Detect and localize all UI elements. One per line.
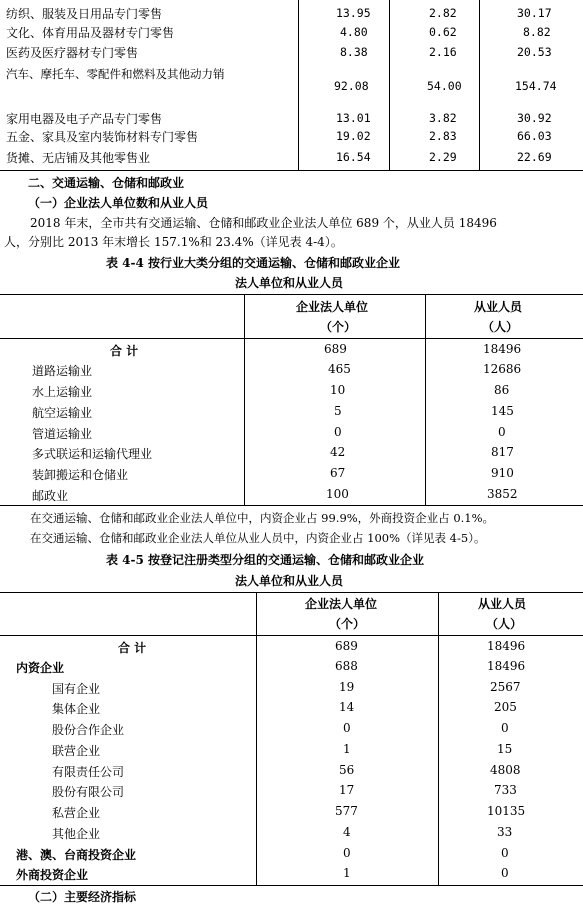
body-divider bbox=[256, 635, 257, 885]
row-units: 5 bbox=[334, 404, 342, 418]
row-units: 0 bbox=[343, 846, 351, 860]
row-units: 56 bbox=[339, 763, 355, 777]
col-header-employees: 从业人员 bbox=[474, 300, 523, 314]
retail-row-v2: 0.62 bbox=[429, 25, 457, 39]
col-header-employees: 从业人员 bbox=[478, 597, 527, 611]
retail-row-name: 家用电器及电子产品专门零售 bbox=[6, 112, 163, 126]
row-name: 股份有限公司 bbox=[52, 785, 125, 799]
paragraph-line: 在交通运输、仓储和邮政业企业法人单位中，内资企业占 99.9%，外商投资企业占 0.1%。 bbox=[30, 511, 495, 525]
retail-row-v3: 30.17 bbox=[517, 6, 552, 20]
row-name: 管道运输业 bbox=[32, 427, 93, 441]
row-name: 合 计 bbox=[110, 344, 139, 358]
row-employees: 86 bbox=[494, 383, 510, 397]
retail-row-v1: 13.01 bbox=[336, 111, 371, 125]
subsection-title: （二）主要经济指标 bbox=[28, 890, 137, 904]
col-header-units: 企业法人单位 bbox=[296, 300, 369, 314]
retail-bottom-rule bbox=[0, 170, 583, 171]
retail-row-name: 纺织、服装及日用品专门零售 bbox=[6, 7, 163, 21]
row-units: 0 bbox=[334, 425, 342, 439]
row-employees: 18496 bbox=[483, 342, 522, 356]
retail-row-v3: 22.69 bbox=[517, 150, 552, 164]
retail-row-v1: 19.02 bbox=[336, 129, 371, 143]
table-top-rule bbox=[0, 294, 583, 295]
retail-row-name: 五金、家具及室内装饰材料专门零售 bbox=[6, 130, 199, 144]
retail-row-v1: 4.80 bbox=[340, 25, 368, 39]
row-name: 航空运输业 bbox=[32, 406, 93, 420]
row-employees: 0 bbox=[501, 721, 509, 735]
retail-row-v1: 16.54 bbox=[336, 150, 371, 164]
row-units: 689 bbox=[335, 639, 358, 653]
body-divider bbox=[244, 338, 245, 505]
row-employees: 3852 bbox=[487, 487, 518, 501]
retail-row-name: 医药及医疗器材专门零售 bbox=[6, 46, 139, 60]
retail-row-v3: 20.53 bbox=[517, 45, 552, 59]
retail-row-v2: 2.83 bbox=[429, 129, 457, 143]
row-employees: 4808 bbox=[490, 763, 521, 777]
row-units: 19 bbox=[339, 680, 355, 694]
table-title: 表 4-4 按行业大类分组的交通运输、仓储和邮政业企业 bbox=[106, 256, 401, 270]
row-name: 装卸搬运和仓储业 bbox=[32, 468, 129, 482]
row-employees: 18496 bbox=[487, 659, 526, 673]
row-name: 合 计 bbox=[118, 641, 147, 655]
table-bottom-rule bbox=[0, 885, 583, 886]
section-title: 二、交通运输、仓储和邮政业 bbox=[28, 176, 185, 190]
table-title-line2: 法人单位和从业人员 bbox=[235, 276, 344, 290]
row-units: 465 bbox=[328, 362, 351, 376]
paragraph-line: 2018 年末，全市共有交通运输、仓储和邮政业企业法人单位 689 个，从业人员 18496 bbox=[30, 216, 497, 230]
header-bottom-rule bbox=[0, 635, 583, 636]
col-header-units: 企业法人单位 bbox=[305, 597, 378, 611]
col-header-employees-unit: （人） bbox=[482, 320, 519, 334]
table-title-line2: 法人单位和从业人员 bbox=[235, 574, 344, 588]
retail-row-name: 汽车、摩托车、零配件和燃料及其他动力销 bbox=[6, 67, 225, 81]
paragraph-line: 人，分别比 2013 年末增长 157.1%和 23.4%（详见表 4-4）。 bbox=[4, 235, 343, 249]
retail-row-v2: 2.82 bbox=[429, 6, 457, 20]
row-name: 联营企业 bbox=[52, 744, 101, 758]
table-bottom-rule bbox=[0, 505, 583, 506]
row-name: 私营企业 bbox=[52, 806, 101, 820]
table-top-rule bbox=[0, 592, 583, 593]
header-divider bbox=[425, 294, 426, 338]
retail-row-v3: 66.03 bbox=[517, 129, 552, 143]
header-divider bbox=[438, 592, 439, 635]
row-name: 港、澳、台商投资企业 bbox=[16, 848, 137, 862]
row-units: 689 bbox=[324, 342, 347, 356]
col-header-units-unit: （个） bbox=[329, 617, 366, 631]
row-name: 邮政业 bbox=[32, 489, 69, 503]
retail-col-divider-1 bbox=[298, 0, 299, 170]
row-name: 多式联运和运输代理业 bbox=[32, 447, 153, 461]
row-employees: 0 bbox=[501, 846, 509, 860]
row-employees: 817 bbox=[491, 445, 514, 459]
row-units: 0 bbox=[343, 721, 351, 735]
row-name: 其他企业 bbox=[52, 827, 101, 841]
row-employees: 12686 bbox=[483, 362, 522, 376]
retail-row-v3: 30.92 bbox=[517, 111, 552, 125]
row-units: 100 bbox=[326, 487, 349, 501]
subsection-title: （一）企业法人单位数和从业人员 bbox=[28, 196, 209, 210]
row-name: 道路运输业 bbox=[32, 364, 93, 378]
row-employees: 145 bbox=[491, 404, 514, 418]
row-name: 水上运输业 bbox=[32, 385, 93, 399]
row-units: 17 bbox=[339, 783, 355, 797]
retail-row-v1: 13.95 bbox=[336, 6, 371, 20]
row-name: 股份合作企业 bbox=[52, 723, 125, 737]
row-name: 内资企业 bbox=[16, 661, 65, 675]
col-header-employees-unit: （人） bbox=[486, 617, 523, 631]
retail-row-v3: 8.82 bbox=[523, 25, 551, 39]
row-name: 有限责任公司 bbox=[52, 765, 125, 779]
retail-row-name: 文化、体育用品及器材专门零售 bbox=[6, 26, 175, 40]
row-employees: 18496 bbox=[487, 639, 526, 653]
retail-row-v2: 2.29 bbox=[429, 150, 457, 164]
row-units: 577 bbox=[335, 804, 358, 818]
row-units: 42 bbox=[330, 445, 346, 459]
row-employees: 2567 bbox=[490, 680, 521, 694]
retail-row-v3: 154.74 bbox=[515, 79, 557, 93]
body-divider bbox=[425, 338, 426, 505]
row-name: 国有企业 bbox=[52, 682, 101, 696]
row-units: 14 bbox=[339, 700, 355, 714]
row-units: 67 bbox=[330, 466, 346, 480]
row-employees: 0 bbox=[501, 866, 509, 880]
body-divider bbox=[438, 635, 439, 885]
row-employees: 733 bbox=[494, 783, 517, 797]
row-units: 688 bbox=[335, 659, 358, 673]
row-employees: 205 bbox=[494, 700, 517, 714]
row-employees: 10135 bbox=[487, 804, 526, 818]
row-name: 外商投资企业 bbox=[16, 868, 89, 882]
row-units: 1 bbox=[343, 866, 351, 880]
row-employees: 33 bbox=[497, 825, 513, 839]
row-employees: 0 bbox=[498, 425, 506, 439]
col-header-units-unit: （个） bbox=[320, 320, 357, 334]
row-employees: 910 bbox=[491, 466, 514, 480]
header-divider bbox=[256, 592, 257, 635]
header-bottom-rule bbox=[0, 338, 583, 339]
retail-row-v1: 8.38 bbox=[340, 45, 368, 59]
retail-row-v2: 3.82 bbox=[429, 111, 457, 125]
retail-col-divider-3 bbox=[479, 0, 480, 170]
row-units: 1 bbox=[343, 742, 351, 756]
header-divider bbox=[244, 294, 245, 338]
row-employees: 15 bbox=[497, 742, 513, 756]
retail-row-v1: 92.08 bbox=[334, 79, 369, 93]
row-units: 10 bbox=[330, 383, 346, 397]
retail-row-name: 货摊、无店铺及其他零售业 bbox=[6, 151, 151, 165]
paragraph-line: 在交通运输、仓储和邮政业企业法人单位从业人员中，内资企业占 100%（详见表 4-5）。 bbox=[30, 531, 486, 545]
retail-row-v2: 2.16 bbox=[429, 45, 457, 59]
row-name: 集体企业 bbox=[52, 702, 101, 716]
retail-col-divider-2 bbox=[389, 0, 390, 170]
retail-row-v2: 54.00 bbox=[427, 79, 462, 93]
row-units: 4 bbox=[343, 825, 351, 839]
table-title: 表 4-5 按登记注册类型分组的交通运输、仓储和邮政业企业 bbox=[106, 553, 425, 567]
